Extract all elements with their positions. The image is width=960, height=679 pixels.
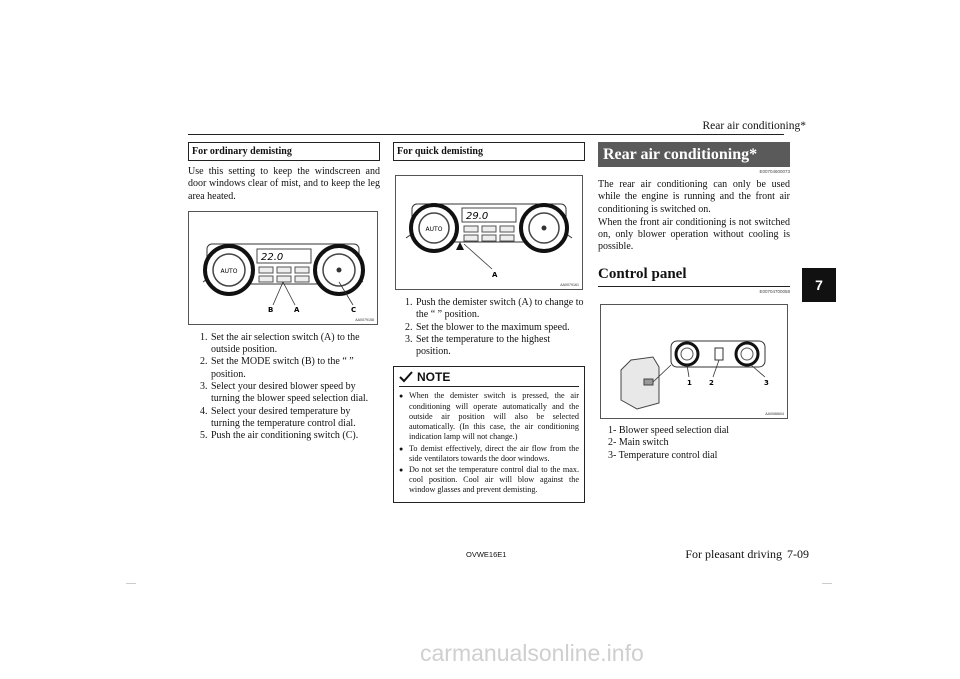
crop-mark: [822, 583, 832, 584]
legend-item: 3- Temperature control dial: [608, 449, 718, 461]
bullet-icon: ●: [399, 465, 404, 474]
intro-paragraph: Use this setting to keep the windscreen and door windows clear of mist, and to keep the leg area heated.: [188, 166, 380, 202]
panel-temp-display: 29.0: [466, 211, 489, 222]
figure-code: AA0088604: [765, 411, 784, 416]
label-c: C: [351, 305, 357, 314]
section-heading-quick: For quick demisting: [393, 142, 585, 161]
legend-item: 1- Blower speed selection dial: [608, 424, 730, 436]
note-header: [399, 370, 579, 387]
svg-text:AUTO: AUTO: [425, 226, 443, 233]
svg-text:AUTO: AUTO: [220, 267, 238, 275]
document-code: OVWE16E1: [466, 550, 507, 559]
list-item: 3. Set the temperature to the highest position.: [415, 334, 585, 359]
running-header-title: Rear air conditioning*: [702, 120, 806, 132]
heading-code: E00704600073: [759, 169, 790, 174]
note-item: [399, 391, 579, 442]
label-a: A: [294, 305, 300, 314]
paragraph: When the front air conditioning is not switched on, only blower operation without cooling is possible.: [598, 216, 790, 253]
chapter-tab[interactable]: 7: [802, 268, 836, 302]
legend-item: 2- Main switch: [608, 437, 669, 449]
list-item: 2. Set the blower to the maximum speed.: [415, 322, 585, 334]
figure-ordinary-panel: [188, 211, 378, 325]
list-item: 1. Set the air selection switch (A) to the outside position.: [210, 332, 380, 357]
note-text: To demist effectively, direct the air flow from the side ventilators towards the door windows.: [409, 443, 579, 463]
panel-temp-display: 22.0: [261, 251, 284, 263]
bullet-icon: ●: [399, 392, 404, 401]
note-item: [399, 465, 579, 496]
note-text: Do not set the temperature control dial to the max. cool position. Cool air will blow against the window glasses and prevent demisting.: [409, 464, 579, 495]
subheading-code: E00704700058: [759, 288, 790, 294]
list-item: 4. Select your desired temperature by turning the temperature control dial.: [210, 406, 380, 431]
list-item: 1. Push the demister switch (A) to change to the “ ” position.: [415, 297, 585, 322]
label-1: 1: [687, 378, 692, 387]
label-2: 2: [709, 378, 714, 387]
label-3: 3: [764, 378, 769, 387]
label-b: B: [268, 305, 274, 314]
note-item: [399, 444, 579, 464]
section-heading-ordinary: For ordinary demisting: [188, 142, 380, 161]
column-ordinary-demisting: [188, 142, 380, 443]
list-item: 5. Push the air conditioning switch (C).: [210, 430, 380, 442]
note-text: When the demister switch is pressed, the air conditioning will operate automatically and the outside air position will also be selected automatically. (In this case, the air conditioning indication lamp will not change.): [409, 391, 579, 442]
figure-quick-panel: [395, 175, 583, 290]
figure-control-panel: [600, 304, 788, 419]
header-rule: [188, 134, 784, 135]
check-icon: [399, 371, 413, 383]
page-number: 7-09: [787, 547, 809, 561]
ordinary-steps-list: [188, 332, 380, 443]
climate-panel-illustration: [396, 176, 582, 289]
figure-code: AA0079161: [560, 283, 579, 287]
rear-panel-illustration: [601, 305, 787, 418]
note-title: NOTE: [417, 370, 451, 385]
column-quick-demisting: [393, 142, 585, 503]
column-rear-air-conditioning: [598, 142, 790, 462]
subheading-control-panel: Control panel: [598, 266, 790, 287]
bullet-icon: ●: [399, 444, 404, 453]
footer-section-title: For pleasant driving: [685, 547, 782, 561]
climate-panel-illustration: [189, 212, 377, 324]
crop-mark: [126, 583, 136, 584]
list-item: 2. Set the MODE switch (B) to the “ ” position.: [210, 356, 380, 381]
paragraph: The rear air conditioning can only be used while the engine is running and the front air conditioning is switched on.: [598, 179, 790, 215]
section-heading-rear-ac: Rear air conditioning*: [598, 142, 790, 167]
figure-code: AA0079158: [355, 317, 374, 322]
label-a: A: [492, 271, 498, 279]
note-box: [393, 366, 585, 502]
watermark-text: carmanualsonline.info: [420, 640, 644, 666]
list-item: 3. Select your desired blower speed by turning the blower speed selection dial.: [210, 381, 380, 406]
quick-steps-list: [393, 297, 585, 358]
figure-legend: [608, 425, 790, 463]
